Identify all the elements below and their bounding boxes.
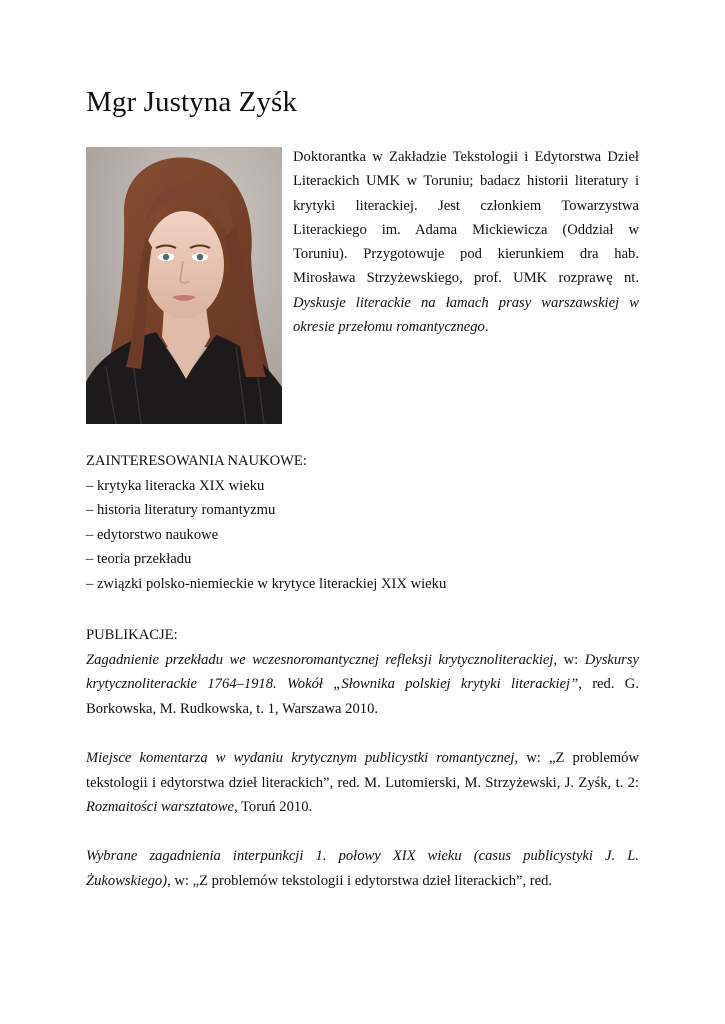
interests-heading: ZAINTERESOWANIA NAUKOWE: — [86, 453, 307, 469]
publication-entry — [86, 746, 639, 820]
publication-details: , Toruń 2010. — [233, 799, 313, 816]
publication-title: Zagadnienie przekładu we wczesnoromantycznej refleksji krytycznoliterackiej — [86, 651, 554, 668]
interest-item: – związki polsko-niemieckie w krytyce literackiej XIX wieku — [86, 575, 447, 592]
publication-entry — [86, 648, 639, 722]
publications — [86, 623, 639, 894]
publication-source: Rozmaitości warsztatowe — [86, 799, 234, 816]
bio-text: Doktorantka w Zakładzie Tekstologii i Edytorstwa Dzieł Literackich UMK w Toruniu; badacz historii literatury i krytyki literackiej. Jest członkiem Towarzystwa Literackiego im. Adama Mickiewicza (Oddział w Toruniu). Przygotowuje pod kierunkiem dra hab. Mirosława Strzyżewskiego, prof. UMK rozprawę nt. — [293, 149, 639, 287]
publication-text: , w: „Z problemów tekstologii i edytorstwa dzieł literackich”, red. — [167, 872, 553, 889]
publication-details: , red. G. Borkowska, M. Rudkowska, t. 1, Warszawa 2010. — [86, 676, 639, 717]
publication-title: Wybrane zagadnienia interpunkcji 1. połowy XIX wieku (casus publicystyki J. L. Żukowskiego) — [86, 848, 639, 889]
publications-heading: PUBLIKACJE: — [86, 627, 178, 643]
interest-item: – historia literatury romantyzmu — [86, 502, 276, 519]
portrait-photo — [86, 147, 282, 424]
publication-text: , w: — [553, 651, 585, 668]
page-title: Mgr Justyna Zyśk — [86, 86, 298, 118]
interest-item: – edytorstwo naukowe — [86, 526, 219, 543]
publication-source: Dyskursy krytycznoliterackie 1764–1918. Wokół „Słownika polskiej krytyki literackiej” — [86, 651, 639, 693]
publication-entry — [86, 844, 639, 893]
research-interests — [86, 449, 639, 597]
interest-item: – teoria przekładu — [86, 551, 192, 568]
publication-title: Miejsce komentarza w wydaniu krytycznym publicystki romantycznej — [86, 749, 515, 766]
interest-item: – krytyka literacka XIX wieku — [86, 477, 265, 494]
bio-paragraph — [293, 145, 639, 339]
publication-text: , w: „Z problemów tekstologii i edytorstwa dzieł literackich”, red. M. Lutomierski, M. Strzyżewski, J. Zyśk, t. 2: — [86, 749, 639, 791]
bio-text-end: . — [484, 319, 489, 336]
dissertation-title: Dyskusje literackie na łamach prasy warszawskiej w okresie przełomu romantycznego — [293, 294, 639, 336]
